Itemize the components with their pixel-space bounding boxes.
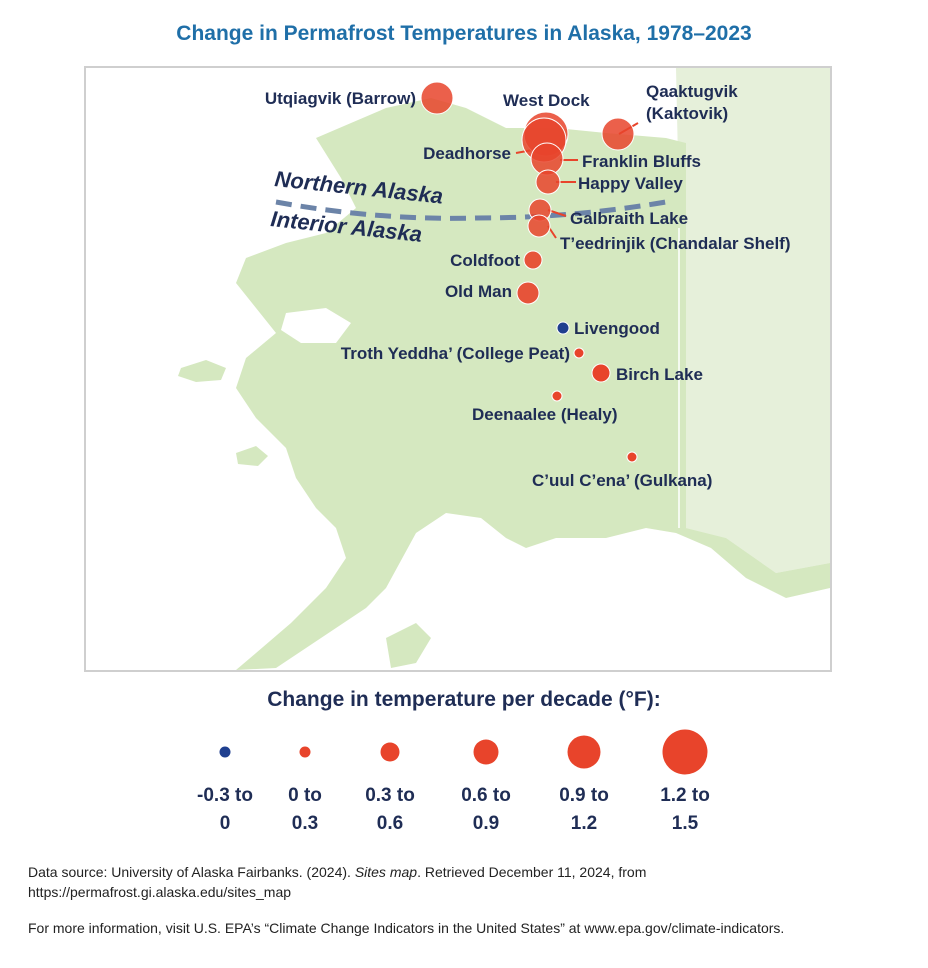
legend-label: -0.3 to 0 xyxy=(197,785,253,834)
legend-item-0.6-0.9 xyxy=(436,728,536,838)
legend-item-0.9-1.2 xyxy=(534,728,634,838)
label-deadhorse: Deadhorse xyxy=(423,144,511,163)
legend-item-0.3-0.6 xyxy=(340,728,440,838)
site-teedrinjik[interactable] xyxy=(528,215,550,237)
kodiak-island xyxy=(386,623,431,668)
label-livengood: Livengood xyxy=(574,319,660,338)
label-qaaktugvik: Qaaktugvik xyxy=(646,82,738,101)
label-birch-lake: Birch Lake xyxy=(616,365,703,384)
st-lawrence-island xyxy=(178,360,226,382)
site-qaaktugvik[interactable] xyxy=(602,118,634,150)
legend-label: 0.3 to 0.6 xyxy=(365,785,415,834)
legend-label: 0.6 to 0.9 xyxy=(461,785,511,834)
label-kaktovik: (Kaktovik) xyxy=(646,104,729,123)
alaska-map xyxy=(84,66,832,672)
map-canvas xyxy=(86,68,830,670)
legend-circle xyxy=(663,730,708,775)
source-url[interactable]: https://permafrost.gi.alaska.edu/sites_map xyxy=(28,884,292,900)
legend-circle xyxy=(220,747,231,758)
northern-alaska-label: Northern Alaska xyxy=(273,166,445,209)
label-west-dock: West Dock xyxy=(503,91,590,110)
site-old-man[interactable] xyxy=(517,282,539,304)
nunivak-island xyxy=(236,446,268,466)
label-deenaalee: Deenaalee (Healy) xyxy=(472,405,618,424)
data-source: Data source: University of Alaska Fairbanks. (2024). Sites map. Retrieved December 11, 2024, from https://permafrost.gi.alaska.edu/sites_map xyxy=(28,864,647,900)
more-info: For more information, visit U.S. EPA’s “Climate Change Indicators in the United States” at www.epa.gov/climate-indicators. xyxy=(28,920,785,936)
site-cuul-cena[interactable] xyxy=(627,452,637,462)
label-happy-valley: Happy Valley xyxy=(578,174,683,193)
label-teedrinjik: T’eedrinjik (Chandalar Shelf) xyxy=(560,234,791,253)
legend-circle xyxy=(300,747,311,758)
legend-circle xyxy=(381,743,400,762)
interior-alaska-label: Interior Alaska xyxy=(269,206,424,247)
site-deenaalee[interactable] xyxy=(552,391,562,401)
legend xyxy=(0,728,928,838)
site-livengood[interactable] xyxy=(557,322,569,334)
legend-title: Change in temperature per decade (°F): xyxy=(267,688,661,711)
site-utqiagvik[interactable] xyxy=(421,82,453,114)
label-franklin-bluffs: Franklin Bluffs xyxy=(582,152,702,171)
site-birch-lake[interactable] xyxy=(592,364,610,382)
label-utqiagvik: Utqiagvik (Barrow) xyxy=(264,89,416,108)
legend-label: 0 to 0.3 xyxy=(288,785,322,834)
label-coldfoot: Coldfoot xyxy=(450,251,520,270)
legend-label: 1.2 to 1.5 xyxy=(660,785,710,834)
label-old-man: Old Man xyxy=(444,282,512,301)
map-title: Change in Permafrost Temperatures in Alaska, 1978–2023 xyxy=(176,22,752,45)
site-troth-yeddha[interactable] xyxy=(574,348,584,358)
label-galbraith-lake: Galbraith Lake xyxy=(570,209,689,228)
canada-east xyxy=(686,143,830,573)
label-troth-yeddha: Troth Yeddha’ (College Peat) xyxy=(340,344,570,363)
legend-circle xyxy=(474,740,499,765)
legend-item-1.2-1.5 xyxy=(635,728,735,838)
legend-circle xyxy=(568,736,601,769)
label-cuul-cena: C’uul C’ena’ (Gulkana) xyxy=(532,471,713,490)
site-coldfoot[interactable] xyxy=(524,251,542,269)
legend-label: 0.9 to 1.2 xyxy=(559,785,609,834)
site-happy-valley[interactable] xyxy=(536,170,560,194)
